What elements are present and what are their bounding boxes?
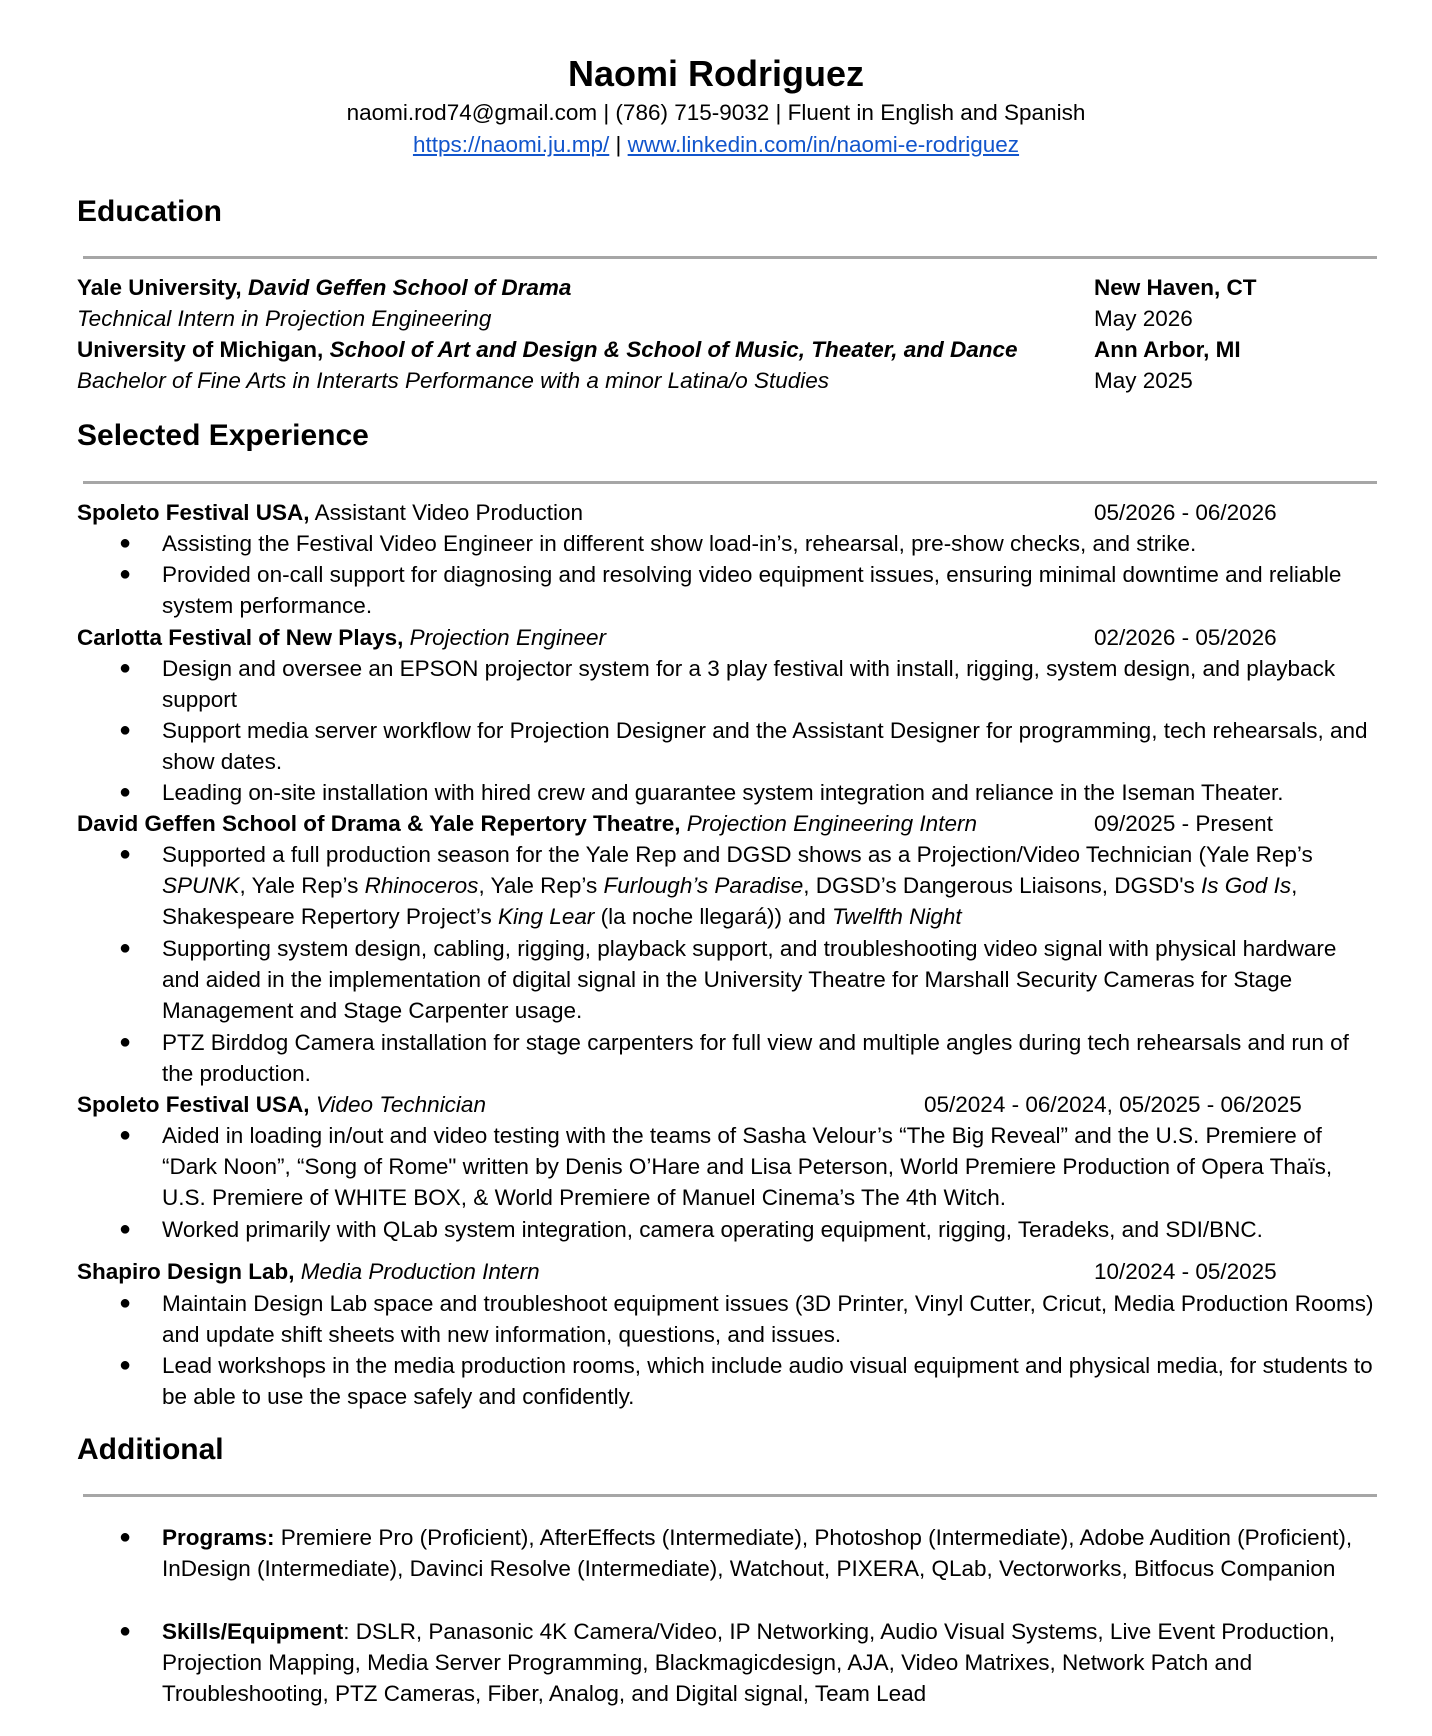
- bullet-icon: ●: [119, 657, 132, 679]
- job-org: Carlotta Festival of New Plays,: [77, 625, 404, 650]
- job-bullet: Maintain Design Lab space and troubleshoot equipment issues (3D Printer, Vinyl Cutter, Cricut, Media Production Rooms) and update shift sheets with new information, questions, and issues.: [162, 1291, 1374, 1347]
- job-role: Video Technician: [315, 1092, 486, 1117]
- additional-label: Skills/Equipment: [162, 1619, 344, 1644]
- job-org: David Geffen School of Drama & Yale Repertory Theatre,: [77, 811, 681, 836]
- job-dates: 02/2026 - 05/2026: [1094, 625, 1277, 650]
- bullet-icon: ●: [119, 843, 132, 865]
- job-bullet: Provided on-call support for diagnosing and resolving video equipment issues, ensuring minimal downtime and reliable system performance.: [162, 562, 1342, 618]
- degree-date: May 2025: [1094, 368, 1193, 393]
- job-role: Media Production Intern: [300, 1259, 540, 1284]
- school-location: Ann Arbor, MI: [1094, 337, 1241, 362]
- bullet-icon: ●: [119, 1354, 132, 1376]
- school-name: Yale University,: [77, 275, 242, 300]
- job-bullet: PTZ Birddog Camera installation for stage carpenters for full view and multiple angles during tech rehearsals and run of the production.: [162, 1030, 1349, 1086]
- job-role: Assistant Video Production: [314, 500, 584, 525]
- bullet-icon: ●: [119, 1124, 132, 1146]
- link-separator: |: [609, 132, 628, 157]
- bullet-icon: ●: [119, 937, 132, 959]
- school-location: New Haven, CT: [1094, 275, 1257, 300]
- job-dates: 10/2024 - 05/2025: [1094, 1259, 1277, 1284]
- contact-line: naomi.rod74@gmail.com | (786) 715-9032 | Fluent in English and Spanish: [346, 100, 1086, 125]
- linkedin-link[interactable]: www.linkedin.com/in/naomi-e-rodriguez: [627, 132, 1020, 157]
- job-bullet: Design and oversee an EPSON projector system for a 3 play festival with install, rigging, system design, and playback support: [162, 656, 1336, 712]
- education-school-1: [77, 272, 571, 303]
- job-heading: [77, 622, 606, 653]
- bullet-icon: ●: [119, 719, 132, 741]
- additional-heading: Additional: [77, 1433, 224, 1466]
- job-bullet: Supported a full production season for the Yale Rep and DGSD shows as a Projection/Video Technician (Yale Rep’s SPUNK, Yale Rep’s Rhinoceros, Yale Rep’s Furlough’s Paradise, DGSD’s Dangerous Liaisons, DGSD's Is God Is, Shakespeare Repertory Project’s King Lear (la noche llegará)) and Twelfth Night: [162, 842, 1313, 929]
- additional-label: Programs:: [162, 1525, 275, 1550]
- additional-item: Programs: Premiere Pro (Proficient), AfterEffects (Intermediate), Photoshop (Intermediate), Adobe Audition (Proficient), InDesign (Intermediate), Davinci Resolve (Intermediate), Watchout, PIXERA, QLab, Vectorworks, Bitfocus Companion: [162, 1525, 1353, 1581]
- degree-2: Bachelor of Fine Arts in Interarts Performance with a minor Latina/o Studies: [77, 368, 830, 393]
- school-unit: David Geffen School of Drama: [247, 275, 572, 300]
- school-unit: School of Art and Design & School of Music, Theater, and Dance: [329, 337, 1018, 362]
- education-divider: [83, 256, 1377, 259]
- bullet-icon: ●: [119, 532, 132, 554]
- bullet-icon: ●: [119, 1620, 132, 1642]
- links-line: [0, 130, 1432, 160]
- additional-item: Skills/Equipment: DSLR, Panasonic 4K Camera/Video, IP Networking, Audio Visual Systems, Live Event Production, Projection Mapping, Media Server Programming, Blackmagicdesign, AJA, Video Matrixes, Network Patch and Troubleshooting, PTZ Cameras, Fiber, Analog, and Digital signal, Team Lead: [162, 1619, 1336, 1706]
- job-dates: 09/2025 - Present: [1094, 811, 1273, 836]
- bullet-icon: ●: [119, 1031, 132, 1053]
- job-org: Spoleto Festival USA,: [77, 500, 310, 525]
- bullet-icon: ●: [119, 781, 132, 803]
- degree-date: May 2026: [1094, 306, 1193, 331]
- job-bullet: Aided in loading in/out and video testing with the teams of Sasha Velour’s “The Big Reveal” and the U.S. Premiere of “Dark Noon”, “Song of Rome" written by Denis O’Hare and Lisa Peterson, World Premiere Production of Opera Thaïs, U.S. Premiere of WHITE BOX, & World Premiere of Manuel Cinema’s The 4th Witch.: [162, 1123, 1333, 1210]
- job-dates: 05/2024 - 06/2024, 05/2025 - 06/2025: [924, 1092, 1302, 1117]
- school-name: University of Michigan,: [77, 337, 324, 362]
- job-role: Projection Engineer: [409, 625, 607, 650]
- experience-heading: Selected Experience: [77, 419, 369, 452]
- additional-divider: [83, 1494, 1377, 1497]
- job-org: Spoleto Festival USA,: [77, 1092, 310, 1117]
- bullet-icon: ●: [119, 1218, 132, 1240]
- job-bullet: Support media server workflow for Projection Designer and the Assistant Designer for programming, tech rehearsals, and show dates.: [162, 718, 1368, 774]
- job-bullet: Lead workshops in the media production rooms, which include audio visual equipment and physical media, for students to be able to use the space safely and confidently.: [162, 1353, 1373, 1409]
- degree-1: Technical Intern in Projection Engineering: [77, 306, 492, 331]
- website-link[interactable]: https://naomi.ju.mp/: [412, 132, 610, 157]
- job-role: Projection Engineering Intern: [686, 811, 977, 836]
- bullet-icon: ●: [119, 563, 132, 585]
- job-org: Shapiro Design Lab,: [77, 1259, 295, 1284]
- resume-name: Naomi Rodriguez: [567, 53, 864, 94]
- job-heading: [77, 497, 583, 528]
- job-heading: [77, 1089, 486, 1120]
- job-bullet: Assisting the Festival Video Engineer in different show load-in’s, rehearsal, pre-show checks, and strike.: [162, 531, 1197, 556]
- bullet-icon: ●: [119, 1526, 132, 1548]
- job-dates: 05/2026 - 06/2026: [1094, 500, 1277, 525]
- job-bullet: Worked primarily with QLab system integration, camera operating equipment, rigging, Teradeks, and SDI/BNC.: [162, 1217, 1263, 1242]
- bullet-icon: ●: [119, 1292, 132, 1314]
- education-school-2: [77, 334, 1018, 365]
- experience-divider: [83, 481, 1377, 484]
- job-heading: [77, 808, 977, 839]
- job-heading: [77, 1256, 540, 1287]
- education-heading: Education: [77, 195, 223, 228]
- job-bullet: Supporting system design, cabling, rigging, playback support, and troubleshooting video signal with physical hardware and aided in the implementation of digital signal in the University Theatre for Marshall Security Cameras for Stage Management and Stage Carpenter usage.: [162, 936, 1337, 1023]
- job-bullet: Leading on-site installation with hired crew and guarantee system integration and reliance in the Iseman Theater.: [162, 780, 1284, 805]
